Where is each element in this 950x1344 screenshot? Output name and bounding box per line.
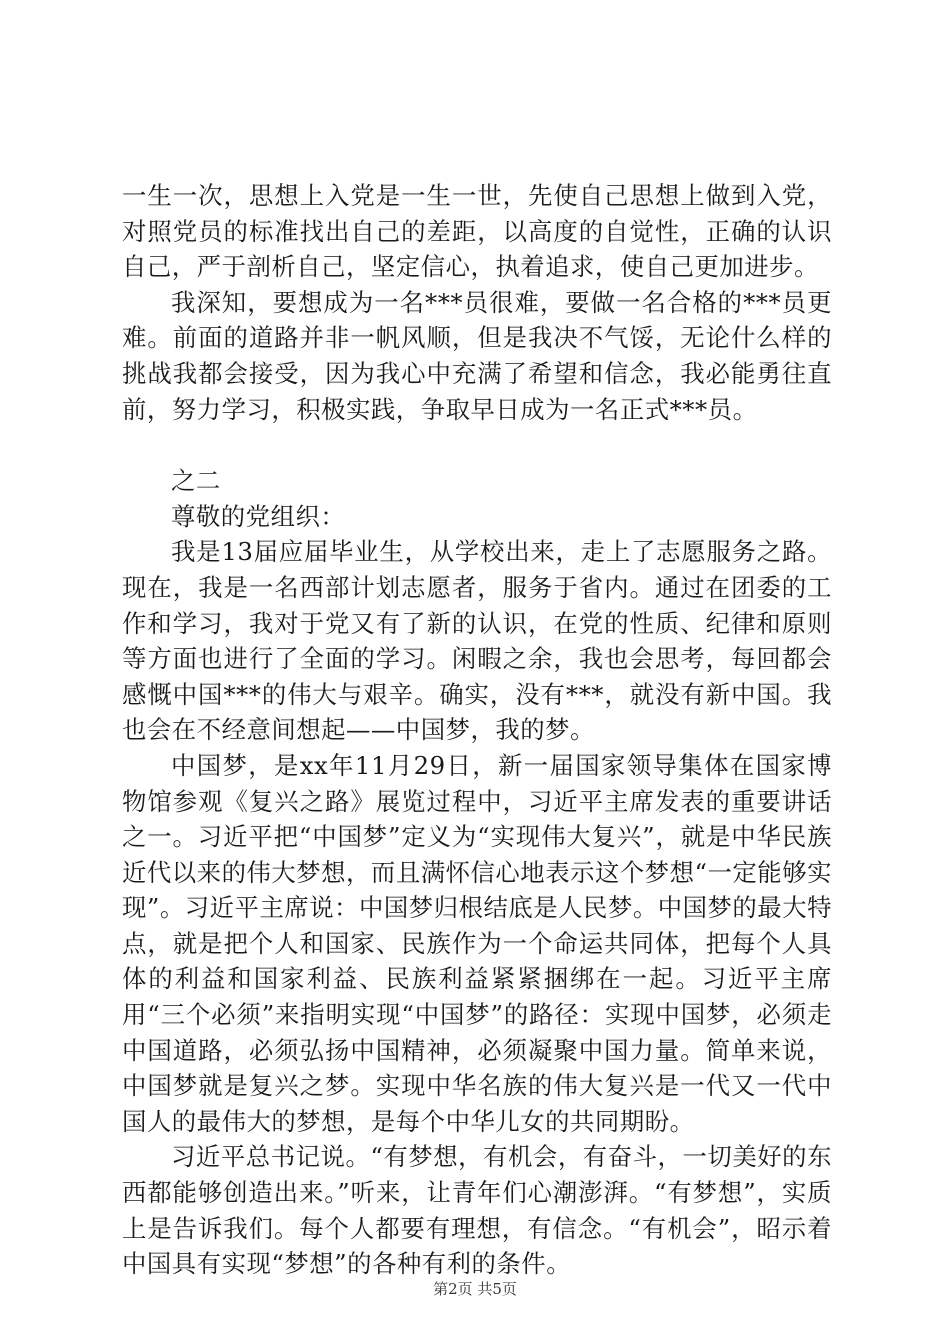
page-number-footer: 第2页 共5页 — [433, 1280, 517, 1298]
salutation: 尊敬的党组织： — [171, 501, 346, 531]
paragraph-commitment: 我深知，要想成为一名***员很难，要做一名合格的***员更难。前面的道路并非一帆风顺，但是我决不气馁，无论什么样的挑战我都会接受，因为我心中充满了希望和信念，我必能勇往直前，努力学习，积极实践，争取早日成为一名正式***员。 — [122, 287, 832, 424]
document-body — [122, 178, 832, 1282]
paragraph-intro: 我是13届应届毕业生，从学校出来，走上了志愿服务之路。现在，我是一名西部计划志愿者，服务于省内。通过在团委的工作和学习，我对于党又有了新的认识，在党的性质、纪律和原则等方面也进行了全面的学习。闲暇之余，我也会思考，每回都会感慨中国***的伟大与艰辛。确实，没有***，就没有新中国。我也会在不经意间想起——中国梦，我的梦。 — [122, 537, 832, 745]
paragraph-quote: 习近平总书记说。“有梦想，有机会，有奋斗，一切美好的东西都能够创造出来。”听来，让青年们心潮澎湃。“有梦想”，实质上是告诉我们。每个人都要有理想，有信念。“有机会”，昭示着中国具有实现“梦想”的各种有利的条件。 — [122, 1142, 832, 1279]
paragraph-china-dream: 中国梦，是xx年11月29日，新一届国家领导集体在国家博物馆参观《复兴之路》展览过程中，习近平主席发表的重要讲话之一。习近平把“中国梦”定义为“实现伟大复兴”，就是中华民族近代以来的伟大梦想，而且满怀信心地表示这个梦想“一定能够实现”。习近平主席说：中国梦归根结底是人民梦。中国梦的最大特点，就是把个人和国家、民族作为一个命运共同体，把每个人具体的利益和国家利益、民族利益紧紧捆绑在一起。习近平主席用“三个必须”来指明实现“中国梦”的路径：实现中国梦，必须走中国道路，必须弘扬中国精神，必须凝聚中国力量。简单来说，中国梦就是复兴之梦。实现中华名族的伟大复兴是一代又一代中国人的最伟大的梦想，是每个中华儿女的共同期盼。 — [122, 750, 832, 1136]
section-heading: 之二 — [171, 466, 221, 496]
section-spacer — [122, 427, 832, 463]
paragraph-continuation: 一生一次，思想上入党是一生一世，先使自己思想上做到入党，对照党员的标准找出自己的差距，以高度的自觉性，正确的认识自己，严于剖析自己，坚定信心，执着追求，使自己更加进步。 — [122, 181, 832, 282]
